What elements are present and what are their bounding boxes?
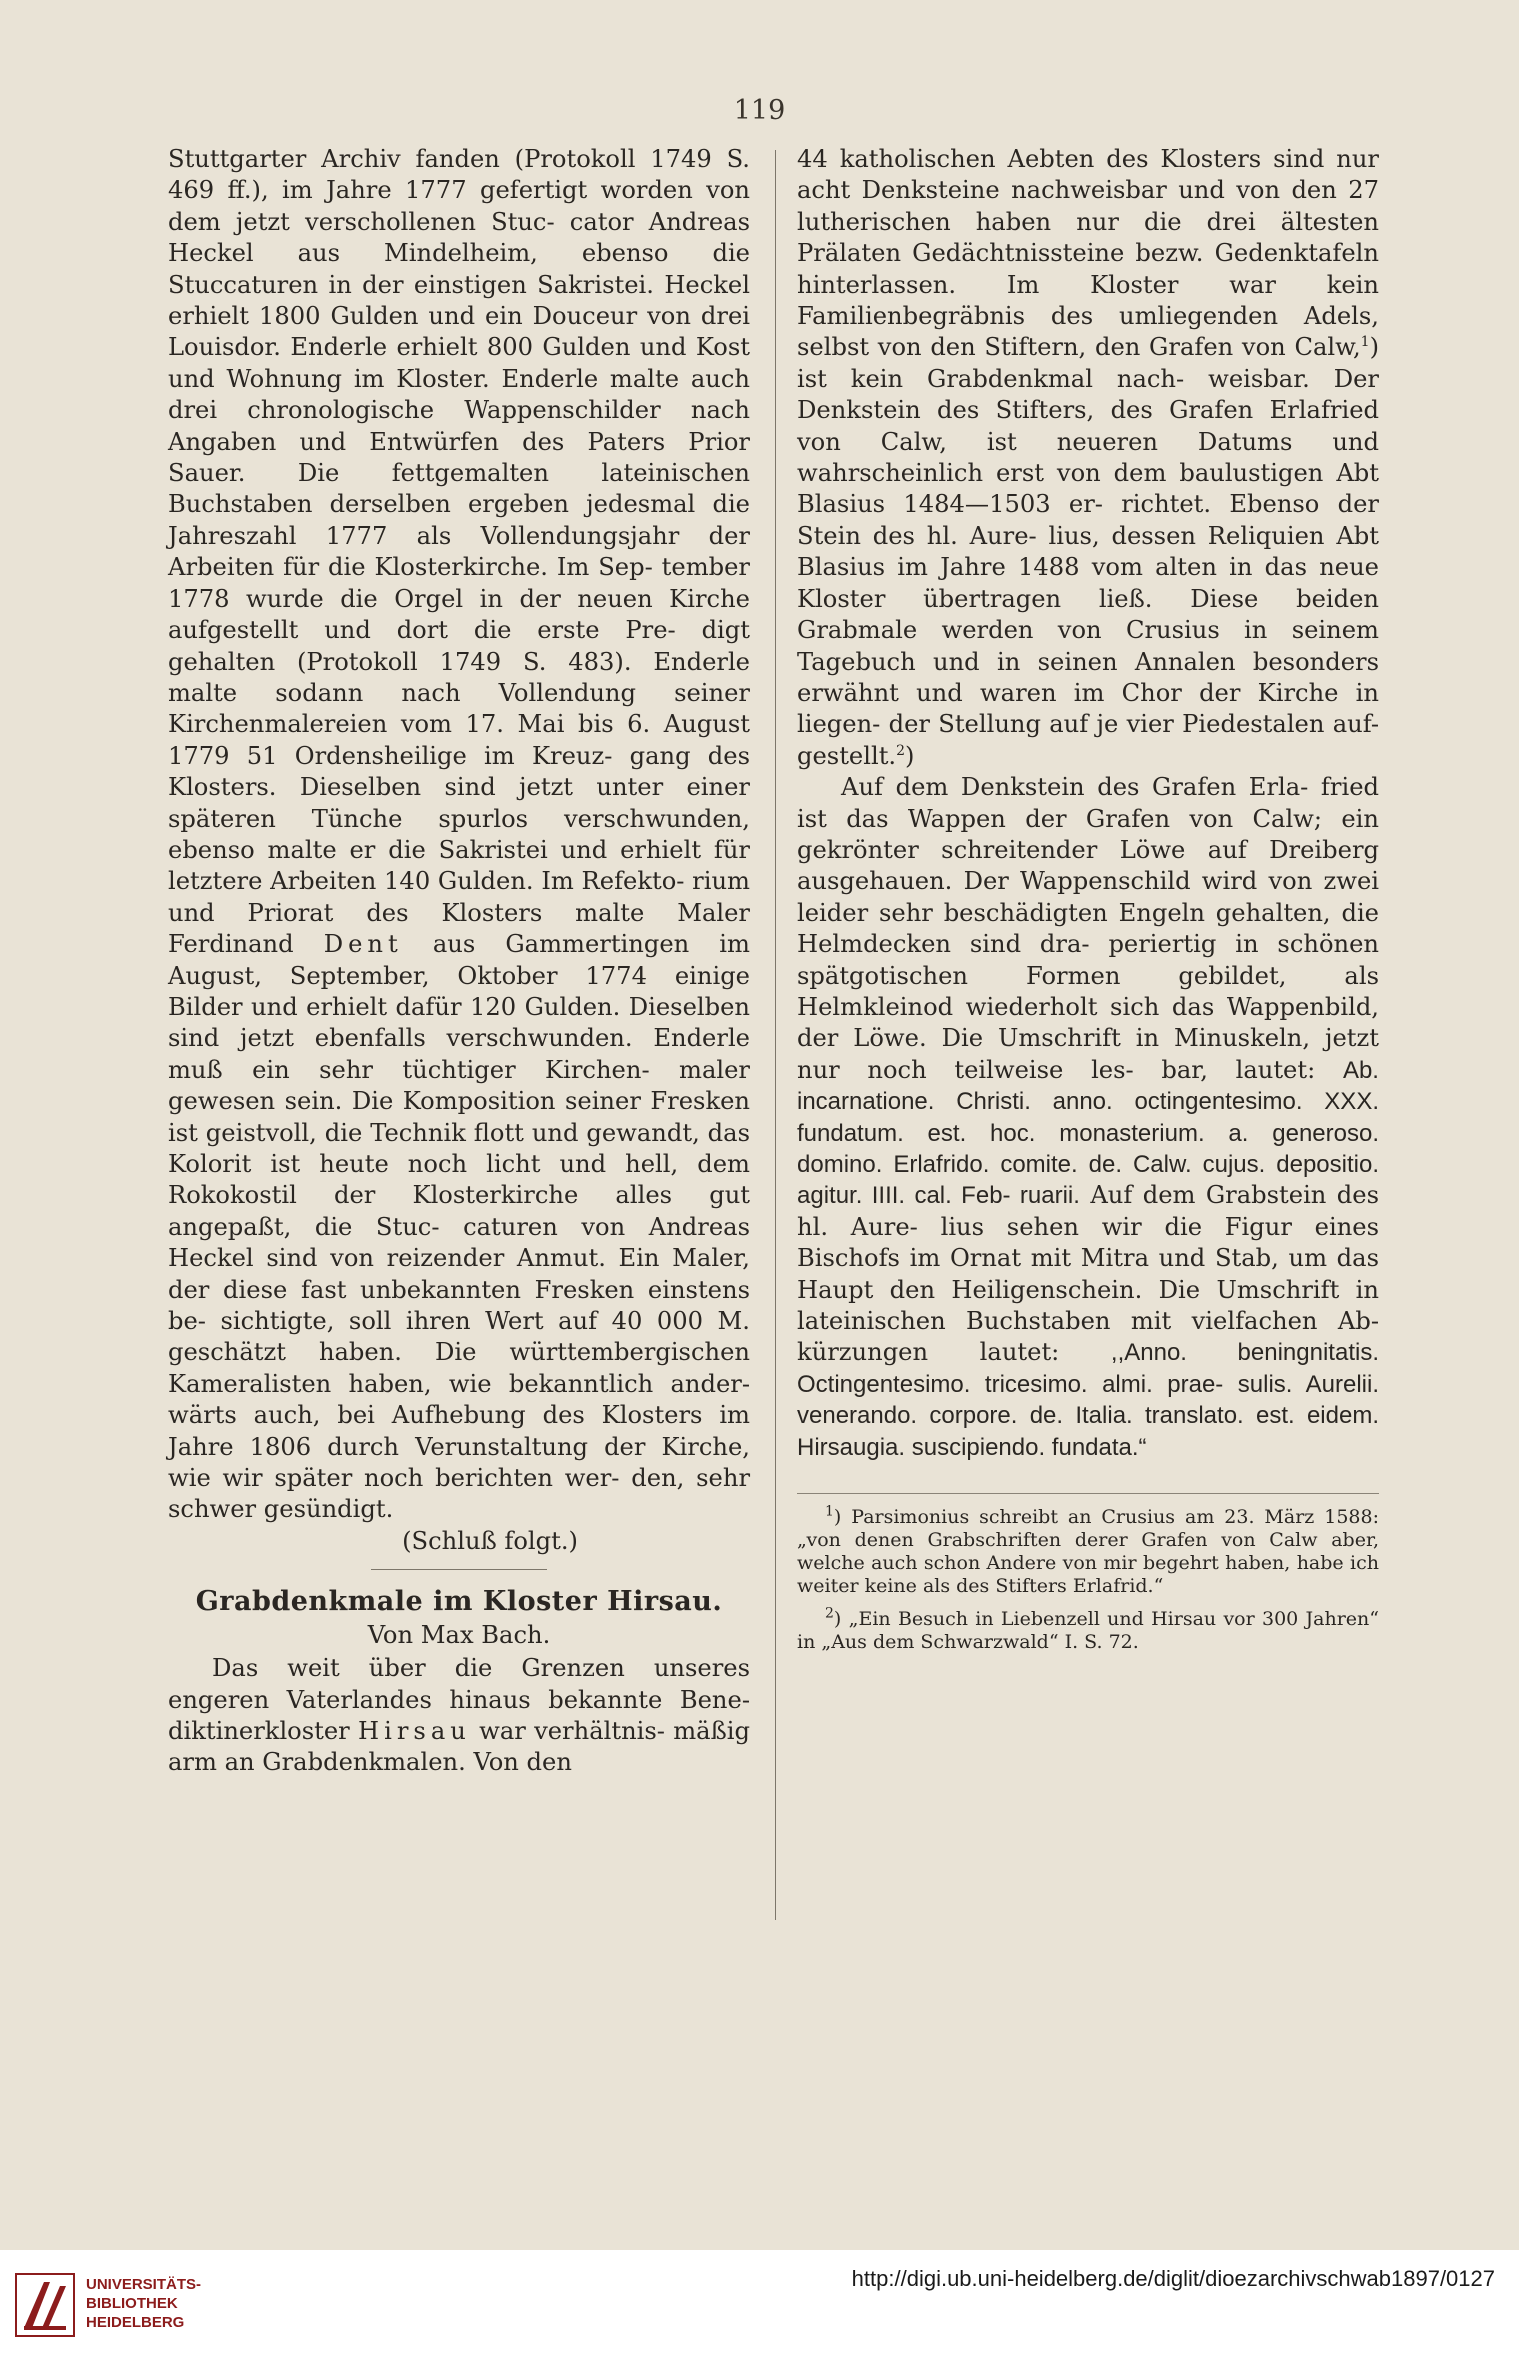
paragraph-erlafried xyxy=(797,772,1379,1463)
library-name-line: HEIDELBERG xyxy=(86,2314,185,2331)
footnote-2 xyxy=(797,1605,1379,1654)
name-hirsau: Hirsau xyxy=(358,1716,471,1745)
column-rule xyxy=(775,150,776,1920)
footnote-label: 1 xyxy=(825,1503,834,1520)
footnote-ref-2: 2 xyxy=(896,742,906,759)
footnotes xyxy=(797,1493,1379,1654)
section-divider xyxy=(371,1569,547,1570)
paragraph-text: Stuttgarter Archiv fanden (Protokoll 1749 S. 469 ff.), im Jahre 1777 gefertigt worden von dem jetzt verschollenen Stuc- cator Andreas Heckel aus Mindelheim, ebenso die Stuccaturen in der einstigen Sakristei. Heckel erhielt 1800 Gulden und ein Douceur von drei Louisdor. Enderle erhielt 800 Gulden und Kost und Wohnung im Kloster. Enderle malte auch drei chronologische Wappenschilder nach Angaben und Entwürfen des Paters Prior Sauer. Die fettgemalten lateinischen Buchstaben derselben ergeben jedesmal die Jahreszahl 1777 als Vollendungsjahr der Arbeiten für die Klosterkirche. Im Sep- tember 1778 wurde die Orgel in der neuen Kirche aufgestellt und dort die erste Pre- digt gehalten (Protokoll 1749 S. 483). Enderle malte sodann nach Vollendung seiner Kirchenmalereien vom 17. Mai bis 6. August 1779 51 Ordensheilige im Kreuz- gang des Klosters. Dieselben sind jetzt unter einer späteren Tünche spurlos verschwunden, ebenso malte er die Sakristei und erhielt für letztere Arbeiten 140 Gulden. Im Refekto- rium und Priorat des Klosters malte Maler Ferdinand xyxy=(168,145,750,959)
footnote-ref-1: 1 xyxy=(1360,334,1370,351)
paragraph-text: war verhältnis- mäßig arm an Grabdenkmalen. Von den xyxy=(168,1716,750,1777)
paragraph-text: ) ist kein Grabdenkmal nach- weisbar. Der Denkstein des Stifters, des Grafen Erlafried von Calw, ist neueren Datums und wahrscheinlich erst von dem baulustigen Abt Blasius 1484—1503 er- richtet. Ebenso der Stein des hl. Aure- lius, dessen Reliquien Abt Blasius im Jahre 1488 vom alten in das neue Kloster übertragen ließ. Diese beiden Grabmale werden von Crusius in seinem Tagebuch und in seinen Annalen besonders erwähnt und waren im Chor der Kirche in liegen- der Stellung auf je vier Piedestalen auf- gestellt. xyxy=(797,333,1379,770)
footnote-label: 2 xyxy=(825,1605,834,1622)
name-dent: Dent xyxy=(323,930,403,959)
latin-inscription-2: ,,Anno. beningnitatis. Octingentesimo. tricesimo. almi. prae- sulis. Aurelii. venerando. corpore. de. Italia. translato. est. eidem. Hirsaugia. suscipiendo. fundata.“ xyxy=(797,1339,1379,1461)
paragraph-text: Das weit über die Grenzen unseres engeren Vaterlandes hinaus bekannte Bene- diktinerkloster xyxy=(168,1654,750,1745)
to-be-continued: (Schluß folgt.) xyxy=(402,1526,578,1555)
article-headline: Grabdenkmale im Kloster Hirsau. xyxy=(195,1586,723,1618)
library-name-line: UNIVERSITÄTS- xyxy=(86,2276,202,2293)
footer-bar xyxy=(0,2250,1519,2362)
paragraph-text: 44 katholischen Aebten des Klosters sind nur acht Denksteine nachweisbar und von den 27 lutherischen haben nur die drei ältesten Prälaten Gedächtnissteine bezw. Gedenktafeln hinterlassen. Im Kloster war kein Familienbegräbnis des umliegenden Adels, selbst von den Stiftern, den Grafen von Calw, xyxy=(797,145,1379,362)
left-column xyxy=(168,144,750,1779)
paragraph-stuccaturen xyxy=(168,144,750,1526)
paragraph-text: Auf dem Grabstein des hl. Aure- lius sehen wir die Figur eines Bischofs im Ornat mit Mitra und Stab, um das Haupt den Heiligenschein. Die Umschrift in lateinischen Buchstaben mit vielfachen Ab- kürzungen lautet: xyxy=(797,1181,1379,1367)
paragraph-text: Auf dem Denkstein des Grafen Erla- fried ist das Wappen der Grafen von Calw; ein gekrönter schreitender Löwe auf Dreiberg ausgehauen. Der Wappenschild wird von zwei leider sehr beschädigten Engeln gehalten, die Helmdecken sind dra- periertig in schönen spätgotischen Formen gebildet, als Helmkleinod wiederholt sich das Wappenbild, der Löwe. Die Umschrift in Minuskeln, jetzt nur noch teilweise les- bar, lautet: xyxy=(797,773,1379,1084)
footnote-text: ) „Ein Besuch in Liebenzell und Hirsau vor 300 Jahren“ in „Aus dem Schwarzwald“ I. S. 72. xyxy=(797,1608,1379,1654)
page-number: 119 xyxy=(733,95,786,126)
library-name xyxy=(86,2275,201,2332)
university-library-logo-icon xyxy=(14,2272,76,2338)
latin-inscription-1: Ab. incarnatione. Christi. anno. octingentesimo. XXX. fundatum. est. hoc. monasterium. a. generoso. domino. Erlafrido. comite. de. Calw. cujus. depositio. agitur. IIII. cal. Feb- ruarii. xyxy=(797,1056,1379,1210)
paragraph-text: aus Gammertingen im August, September, Oktober 1774 einige Bilder und erhielt dafür 120 Gulden. Dieselben sind jetzt ebenfalls verschwunden. Enderle muß ein sehr tüchtiger Kirchen- maler gewesen sein. Die Komposition seiner Fresken ist geistvoll, die Technik flott und gewandt, das Kolorit ist heute noch licht und hell, dem Rokokostil der Klosterkirche alles gut angepaßt, die Stuc- caturen von Andreas Heckel sind von reizender Anmut. Ein Maler, der diese fast unbekannten Fresken einstens be- sichtigte, soll ihren Wert auf 40 000 M. geschätzt haben. Die württembergischen Kameralisten haben, wie bekanntlich ander- wärts auch, bei Aufhebung des Klosters im Jahre 1806 durch Verunstaltung der Kirche, wie wir später noch berichten wer- den, sehr schwer gesündigt. xyxy=(168,930,750,1524)
paragraph-abbots xyxy=(797,144,1379,772)
footnote-text: ) Parsimonius schreibt an Crusius am 23. März 1588: „von denen Grabschriften derer Grafen von Calw aber, welche auch schon Andere von mir begehrt haben, habe ich weiter keine als des Stifters Erlafrid.“ xyxy=(797,1506,1379,1598)
library-name-line: BIBLIOTHEK xyxy=(86,2295,178,2312)
source-url-link[interactable]: http://digi.ub.uni-heidelberg.de/diglit/dioezarchivschwab1897/0127 xyxy=(851,2266,1495,2291)
footnote-1 xyxy=(797,1503,1379,1598)
right-column xyxy=(797,144,1379,1664)
article-byline: Von Max Bach. xyxy=(367,1620,551,1649)
paragraph-intro xyxy=(168,1653,750,1779)
paragraph-text: ) xyxy=(905,741,915,770)
